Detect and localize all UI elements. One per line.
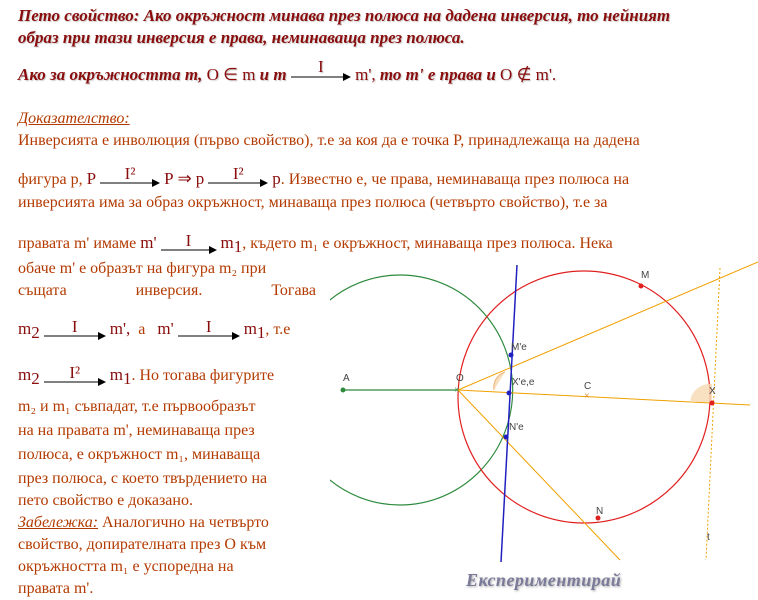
line-OM [458,262,758,390]
line-m-prime [501,265,517,562]
label-M: M [641,270,650,281]
proof-line-1: Инверсията е инволюция (първо свойство), т.е за коя да е точка P, принадлежаща на дадена [18,132,640,149]
label-Xe: X'e,e [512,377,535,388]
label-X: X [709,386,716,397]
proof-line-2: фигура p, P I² P ⇒ p I² p. Известно е, че права, неминаваща през полюса на [18,164,630,188]
note-line-1: Забележка: Аналогично на четвърто [18,514,269,531]
label-Me: M'e [511,342,527,353]
center-C-mark: × [584,391,590,402]
point-M [639,284,644,289]
label-Ne: N'e [509,422,524,433]
note-line-2: свойство, допирателната през O към [18,536,267,553]
point-O-mark: × [454,385,460,396]
equation-2: $m_2$ I² $m_1$. Но тогава фигурите [18,363,275,389]
proof-label: Доказателство: [18,110,130,127]
statement: Ако за окръжността m, O ∈ m и m I m', то m' е права и O ∉ m'. [18,57,557,84]
note-line-4: правата m'. [18,580,94,597]
inversion-figure [330,258,758,599]
point-A [341,388,346,393]
point-Me [509,353,514,358]
title-line-1: Пето свойство: Ако окръжност минава през полюса на дадена инверсия, то нейният [18,6,671,25]
left2-line-3: полюса, е окръжност m₁, минаваща [18,446,261,463]
watermark: Експериментирай [466,570,622,590]
left2-line-5: пето свойство е доказано. [18,492,193,509]
label-O: O [456,373,464,384]
label-N: N [596,506,604,517]
left-line-2: същата инверсия. Тогава [18,282,316,299]
left-line-1: обаче m' е образът на фигура m₂ при [18,260,267,277]
left2-line-4: през полюса, с което твърдението на [18,470,268,487]
note-line-3: окръжността m₁ е успоредна на [18,558,234,575]
proof-line-4: правата m' имаме m' I $m_1$, където m₁ е окръжност, минаваща през полюса. Нека [18,231,613,257]
label-t: t [707,532,710,543]
tangent-t [706,268,720,560]
equation-1: $m_2$ I m', а m' I $m_1$, т.е [18,317,291,343]
label-A: A [343,373,350,384]
label-C: C [584,381,592,392]
title-line-2: образ при тази инверсия е права, неминаваща през полюса. [18,28,465,47]
line-ON [458,390,620,560]
note-label: Забележка: [18,514,99,531]
angle-mark-O [494,372,505,390]
left2-line-1: m₂ и m₁ съвпадат, т.е първообразът [18,398,256,415]
left2-line-2: на на правата m', неминаваща през [18,422,255,439]
point-Ne [504,435,509,440]
proof-line-3: инверсията има за образ окръжност, минаваща през полюса (четвърто свойство), т.е за [18,194,608,211]
point-X [710,401,715,406]
point-Xe [507,391,512,396]
